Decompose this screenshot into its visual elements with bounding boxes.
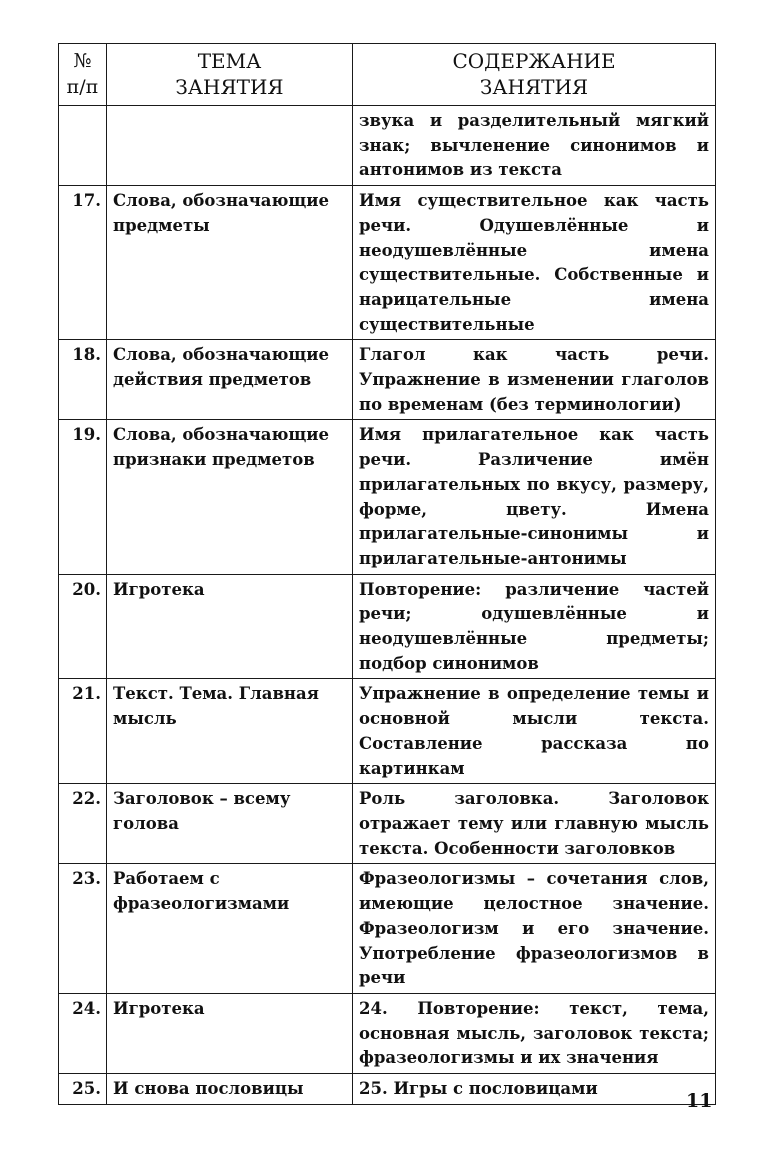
row-content: 25. Игры с пословицами: [353, 1074, 716, 1105]
lessons-table: [58, 43, 716, 1105]
row-number: 22.: [59, 784, 107, 864]
row-number: 18.: [59, 340, 107, 420]
header-number: № п/п: [59, 44, 107, 106]
row-number: 25.: [59, 1074, 107, 1105]
table-row: [59, 106, 716, 186]
table-row: [59, 340, 716, 420]
row-number: 21.: [59, 679, 107, 784]
table-row: [59, 186, 716, 340]
row-number: [59, 106, 107, 186]
table-row: [59, 679, 716, 784]
row-content: Глагол как часть речи. Упражнение в изменении глаголов по временам (без терминологии): [353, 340, 716, 420]
row-content: звука и разделительный мягкий знак; вычленение синонимов и антонимов из текста: [353, 106, 716, 186]
row-theme: Игротека: [107, 574, 353, 679]
row-theme: Игротека: [107, 993, 353, 1073]
row-number: 23.: [59, 864, 107, 994]
row-content: Фразеологизмы – сочетания слов, имеющие целостное значение. Фразеологизм и его значение. Употребление фразеологизмов в речи: [353, 864, 716, 994]
row-number: 19.: [59, 420, 107, 574]
row-number: 17.: [59, 186, 107, 340]
row-number: 20.: [59, 574, 107, 679]
row-theme: Слова, обозначающие предметы: [107, 186, 353, 340]
row-content: Имя существительное как часть речи. Одушевлённые и неодушевлённые имена существительные. Собственные и нарицательные имена существительные: [353, 186, 716, 340]
table-row: [59, 420, 716, 574]
row-theme: Заголовок – всему голова: [107, 784, 353, 864]
row-content: Повторение: различение частей речи; одушевлённые и неодушевлённые предметы; подбор синонимов: [353, 574, 716, 679]
table-row: [59, 574, 716, 679]
table-row: [59, 993, 716, 1073]
row-theme: Текст. Тема. Главная мысль: [107, 679, 353, 784]
header-theme: ТЕМА ЗАНЯТИЯ: [107, 44, 353, 106]
row-theme: Слова, обозначающие признаки предметов: [107, 420, 353, 574]
row-content: Имя прилагательное как часть речи. Различение имён прилагательных по вкусу, размеру, форме, цвету. Имена прилагательные-синонимы и прилагательные-антонимы: [353, 420, 716, 574]
row-content: Роль заголовка. Заголовок отражает тему или главную мысль текста. Особенности заголовков: [353, 784, 716, 864]
table-row: [59, 1074, 716, 1105]
table-row: [59, 784, 716, 864]
table-row: [59, 864, 716, 994]
row-content: Упражнение в определение темы и основной мысли текста. Составление рассказа по картинкам: [353, 679, 716, 784]
page-number: 11: [686, 1090, 713, 1112]
row-theme: Слова, обозначающие действия предметов: [107, 340, 353, 420]
row-content: 24. Повторение: текст, тема, основная мысль, заголовок текста; фразеологизмы и их значения: [353, 993, 716, 1073]
row-number: 24.: [59, 993, 107, 1073]
row-theme: [107, 106, 353, 186]
header-content: СОДЕРЖАНИЕ ЗАНЯТИЯ: [353, 44, 716, 106]
table-header-row: [59, 44, 716, 106]
row-theme: Работаем с фразеологизмами: [107, 864, 353, 994]
row-theme: И снова пословицы: [107, 1074, 353, 1105]
